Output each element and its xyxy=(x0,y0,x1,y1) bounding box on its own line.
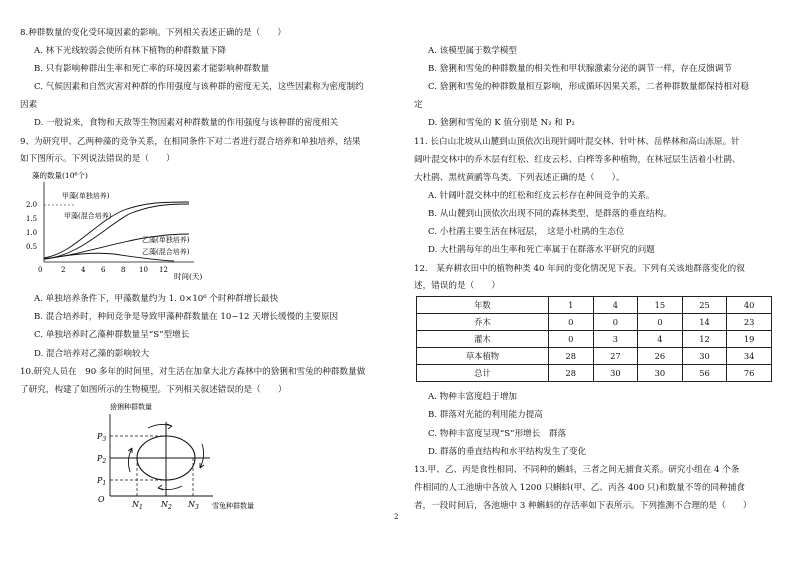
q12-option-a: A. 物种丰富度趋于增加 xyxy=(428,392,518,402)
q11-stem: 11. 长白山北坡从山麓到山顶依次出现针阔叶混交林、针叶林、岳桦林和高山冻原。针 xyxy=(414,137,740,147)
q9-stem-cont: 如下图所示。下列说法错误的是（ ） xyxy=(20,154,175,164)
q8-option-a: A. 林下光线较弱会使所有林下植物的种群数量下降 xyxy=(34,46,227,56)
table-cell: 12 xyxy=(682,331,727,348)
table-cell: 灌木 xyxy=(417,331,549,348)
q9-ytick-05: 0.5 xyxy=(26,243,38,251)
table-cell: 56 xyxy=(682,365,727,382)
table-cell: 0 xyxy=(548,331,593,348)
q11-option-a: A. 针阔叶混交林中的红松和红皮云杉存在种间竞争的关系。 xyxy=(428,191,655,201)
q10-option-b: B. 猞猁和雪兔的种群数量的相关性和甲状腺激素分泌的调节一样，存在反馈调节 xyxy=(428,64,732,74)
q12-option-c: C. 物种丰富度呈现“S”形增长 群落 xyxy=(428,429,567,439)
table-header-cell: 4 xyxy=(593,297,638,314)
q11-stem-cont-2: 大杜鹃、黑枕黄鹂等鸟类。下列表述正确的是（ ）。 xyxy=(414,173,625,183)
table-cell: 23 xyxy=(727,314,772,331)
q9-label-b-single: 乙藻(单独培养) xyxy=(142,236,190,244)
table-cell: 0 xyxy=(548,314,593,331)
q9-xtick-0: 0 xyxy=(38,266,43,274)
q9-ytick-10: 1.0 xyxy=(26,229,38,237)
q9-ytick-15: 1.5 xyxy=(26,215,38,223)
q9-x-axis-label: 时间(天) xyxy=(174,272,203,280)
table-cell: 34 xyxy=(727,348,772,365)
q10-arrow-right xyxy=(200,444,204,468)
q11-option-c: C. 小杜鹃主要生活在林冠层， 这是小杜鹃的生态位 xyxy=(428,227,625,237)
q8-option-c: C. 气候因素和自然灾害对种群的作用强度与该种群的密度无关，这些因素称为密度制约 xyxy=(34,82,364,92)
table-cell: 乔木 xyxy=(417,314,549,331)
q10-option-d: D. 猞猁和雪兔的 K 值分别是 N₂ 和 P₂ xyxy=(428,118,575,128)
table-cell: 草本植物 xyxy=(417,348,549,365)
q13-stem-cont-2: 者，一段时间后，各池塘中 3 种蝌蚪的存活率如下表所示。下列推测不合理的是（ ） xyxy=(414,501,752,511)
q10-y-axis-label: 猞猁种群数量 xyxy=(110,403,152,411)
q10-label-p3: $P_3$ xyxy=(97,432,107,443)
table-cell: 19 xyxy=(727,331,772,348)
table-cell: 4 xyxy=(638,331,683,348)
q12-stem-cont: 述，错误的是（ ） xyxy=(414,281,500,291)
q10-arrow-left xyxy=(128,448,132,472)
q10-option-c-cont: 定 xyxy=(414,100,423,110)
q11-stem-cont-1: 阔叶混交林中的乔木层有红松、红皮云杉、白桦等多种植物，在林冠层生活着小杜鹃、 xyxy=(414,155,741,165)
q9-option-b: B. 混合培养时，种间竞争是导致甲藻种群数量在 10~12 天增长缓慢的主要原因 xyxy=(34,312,339,322)
q9-xtick-2: 2 xyxy=(61,266,66,274)
table-cell: 28 xyxy=(548,348,593,365)
q9-growth-chart xyxy=(24,168,234,280)
q10-label-p2: $P_2$ xyxy=(97,454,107,465)
q10-option-c: C. 猞猁和雪兔的种群数量相互影响，形成循环因果关系，二者种群数量都保持相对稳 xyxy=(428,82,750,92)
q11-option-d: D. 大杜鹃每年的出生率和死亡率属于在群落水平研究的问题 xyxy=(428,245,655,255)
table-cell: 30 xyxy=(593,365,638,382)
q12-stem: 12. 某弃耕农田中的植物种类 40 年间的变化情况见下表。下列有关该地群落变化的叙 xyxy=(414,264,745,274)
table-cell: 28 xyxy=(548,365,593,382)
table-row xyxy=(417,348,772,365)
table-cell: 30 xyxy=(638,365,683,382)
q9-stem: 9、为研究甲、乙两种藻的竞争关系，在相同条件下对二者进行混合培养和单独培养，结果 xyxy=(20,137,361,147)
q10-x-axis-label: 雪兔种群数量 xyxy=(212,502,254,510)
q13-stem-cont-1: 件相同的人工池塘中各放入 1200 只蝌蚪(甲、乙、丙各 400 只)和数量不等的同种捕食 xyxy=(414,483,745,493)
table-cell: 总计 xyxy=(417,365,549,382)
table-cell: 0 xyxy=(593,314,638,331)
q10-arrow-top-head xyxy=(167,424,172,429)
q10-label-n3: $N_3$ xyxy=(188,500,199,511)
page-number: 2 xyxy=(394,513,399,521)
table-row xyxy=(417,314,772,331)
q10-option-a: A. 该模型属于数学模型 xyxy=(428,46,518,56)
q9-label-a-mixed: 甲藻(混合培养) xyxy=(64,212,112,220)
q9-xtick-12: 12 xyxy=(159,266,168,274)
q9-xtick-10: 10 xyxy=(139,266,148,274)
q11-option-b: B. 从山麓到山顶依次出现不同的森林类型，是群落的垂直结构。 xyxy=(428,209,672,219)
q10-origin: O xyxy=(98,495,105,504)
q9-option-c: C. 单独培养时乙藻种群数量呈“S”型增长 xyxy=(34,330,190,340)
q9-option-d: D. 混合培养对乙藻的影响较大 xyxy=(34,349,150,359)
q10-label-p1: $P_1$ xyxy=(97,476,107,487)
q12-option-b: B. 群落对光能的利用能力提高 xyxy=(428,410,543,420)
q8-option-b: B. 只有影响种群出生率和死亡率的环境因素才能影响种群数量 xyxy=(34,64,270,74)
q8-stem: 8.种群数量的变化受环境因素的影响。下列相关表述正确的是（ ） xyxy=(20,28,287,38)
table-cell: 30 xyxy=(682,348,727,365)
q10-arrow-bottom-head xyxy=(158,485,163,490)
table-cell: 27 xyxy=(593,348,638,365)
table-header-cell: 年数 xyxy=(417,297,549,314)
table-cell: 14 xyxy=(682,314,727,331)
q12-option-d: D. 群落的垂直结构和水平结构发生了变化 xyxy=(428,447,587,457)
q9-y-axis-label: 藻的数量(10⁶个) xyxy=(32,171,88,180)
table-header-cell: 40 xyxy=(727,297,772,314)
q9-ytick-20: 2.0 xyxy=(26,201,38,209)
q10-stem: 10.研究人员在 90 多年的时间里，对生活在加拿大北方森林中的猞猁和雪兔的种群数量做 xyxy=(20,367,366,377)
q10-predator-prey-model xyxy=(88,400,288,515)
table-row xyxy=(417,297,772,314)
q12-plant-species-table xyxy=(416,296,772,382)
table-header-cell: 15 xyxy=(638,297,683,314)
table-cell: 3 xyxy=(593,331,638,348)
q9-xtick-4: 4 xyxy=(81,266,86,274)
table-row xyxy=(417,331,772,348)
q10-stem-cont: 了研究，构建了如图所示的生物模型。下列相关叙述错误的是（ ） xyxy=(20,385,287,395)
q13-stem: 13.甲、乙、丙是食性相同、不同种的蝌蚪，三者之间无捕食关系。研究小组在 4 个条 xyxy=(414,465,740,475)
table-header-cell: 1 xyxy=(548,297,593,314)
table-row xyxy=(417,365,772,382)
q9-label-b-mixed: 乙藻(混合培养) xyxy=(142,248,190,256)
q9-label-a-single: 甲藻(单独培养) xyxy=(62,192,110,200)
table-header-cell: 25 xyxy=(682,297,727,314)
q10-label-n2: $N_2$ xyxy=(161,500,172,511)
table-cell: 76 xyxy=(727,365,772,382)
q9-xtick-6: 6 xyxy=(101,266,106,274)
q8-option-d: D. 一般说来，食物和天敌等生物因素对种群数量的作用强度与该种群的密度相关 xyxy=(34,118,339,128)
q8-option-c-cont: 因素 xyxy=(20,100,38,110)
table-cell: 0 xyxy=(638,314,683,331)
q10-label-n1: $N_1$ xyxy=(132,500,143,511)
table-cell: 26 xyxy=(638,348,683,365)
q9-option-a: A. 单独培养条件下，甲藻数量约为 1. 0×10⁶ 个时种群增长最快 xyxy=(34,294,279,304)
q9-xtick-8: 8 xyxy=(121,266,126,274)
